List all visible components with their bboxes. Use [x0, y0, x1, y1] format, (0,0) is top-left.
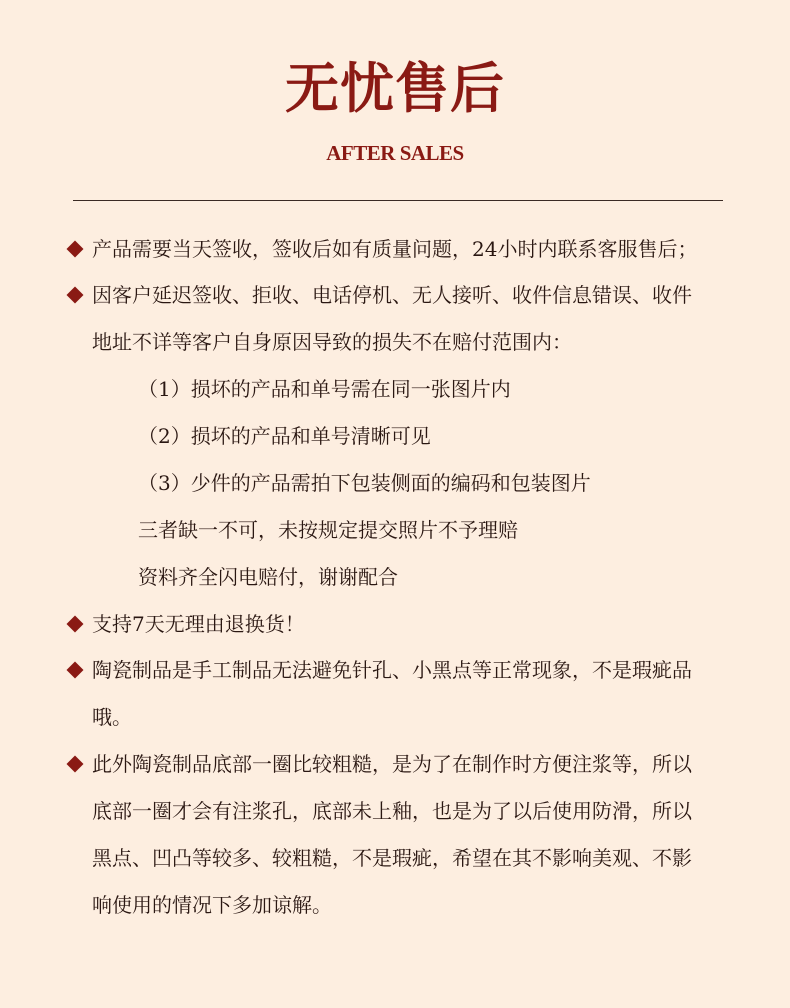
diamond-icon	[66, 601, 84, 648]
item-text: 底部一圈才会有注浆孔，底部未上釉，也是为了以后使用防滑，所以	[92, 799, 692, 823]
sub-item-text: （2）损坏的产品和单号清晰可见	[138, 424, 431, 448]
item-text: 响使用的情况下多加谅解。	[92, 893, 332, 917]
diamond-icon	[66, 647, 84, 694]
sub-item-text: （3）少件的产品需拍下包装侧面的编码和包装图片	[138, 471, 591, 495]
sub-item-text: （1）损坏的产品和单号需在同一张图片内	[138, 377, 511, 401]
item-text: 此外陶瓷制品底部一圈比较粗糙，是为了在制作时方便注浆等，所以	[92, 752, 692, 776]
item-text: 黑点、凹凸等较多、较粗糙，不是瑕疵，希望在其不影响美观、不影	[92, 846, 692, 870]
item-text: 陶瓷制品是手工制品无法避免针孔、小黑点等正常现象，不是瑕疵品	[92, 658, 692, 682]
item-text: 地址不详等客户自身原因导致的损失不在赔付范围内：	[92, 330, 572, 354]
diamond-icon	[66, 226, 84, 273]
item-text: 产品需要当天签收，签收后如有质量问题，24小时内联系客服售后；	[92, 237, 698, 261]
item-text: 哦。	[92, 705, 132, 729]
diamond-icon	[66, 272, 84, 319]
sub-item-text: 三者缺一不可，未按规定提交照片不予理赔	[138, 518, 518, 542]
item-text: 支持7天无理由退换货！	[92, 612, 305, 636]
diamond-icon	[66, 741, 84, 788]
item-text: 因客户延迟签收、拒收、电话停机、无人接听、收件信息错误、收件	[92, 283, 692, 307]
page-subtitle: AFTER SALES	[326, 141, 464, 165]
divider	[73, 200, 723, 201]
sub-item-text: 资料齐全闪电赔付，谢谢配合	[138, 565, 398, 589]
page-title: 无忧售后	[285, 56, 505, 120]
